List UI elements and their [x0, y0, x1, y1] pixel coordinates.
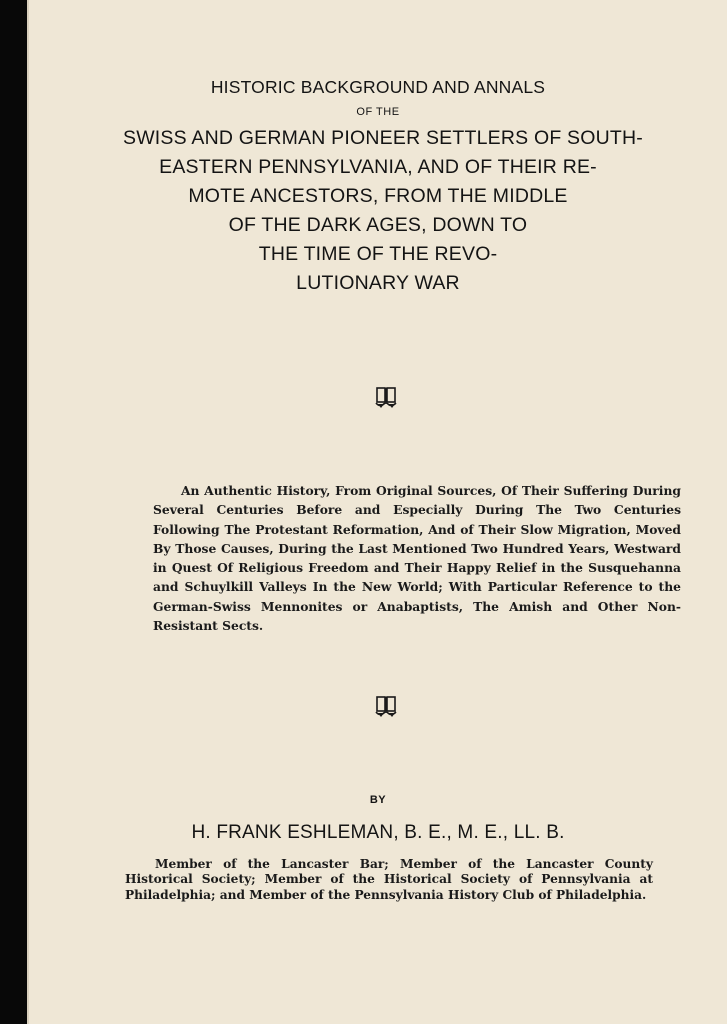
title-line-7: THE TIME OF THE REVO-: [258, 243, 498, 265]
book-description: An Authentic History, From Original Sources, Of Their Suffering During Several Centuries Before and Especially During The Two Centuries Following The Protestant Reformation, And of Their Slow Migration, Moved By Those Causes, During the Last Mentioned Two Hundred Years, Westward in Quest Of Religious Freedom and Their Happy Relief in the Susquehanna and Schuylkill Valleys In the New World; With Particular Reference to the German-Swiss Mennonites or Anabaptists, The Amish and Other Non-Resistant Sects.: [153, 483, 681, 634]
by-label: BY: [369, 794, 387, 806]
title-line-4: EASTERN PENNSYLVANIA, AND OF THEIR RE-: [159, 156, 597, 178]
book-title: [29, 74, 727, 298]
title-line-8: LUTIONARY WAR: [296, 272, 460, 294]
author-credentials: Member of the Lancaster Bar; Member of the Lancaster County Historical Society; Member of the Historical Society of Pennsylvania at Philadelphia; and Member of the Pennsylvania History Club of Philadelphia.: [125, 857, 653, 902]
title-line-5: MOTE ANCESTORS, FROM THE MIDDLE: [188, 185, 568, 207]
book-ornament-icon: [372, 694, 402, 720]
title-page: [29, 0, 727, 1024]
author-name: H. FRANK ESHLEMAN, B. E., M. E., LL. B.: [191, 822, 565, 843]
title-line-2: OF THE: [356, 106, 400, 118]
title-line-1: HISTORIC BACKGROUND AND ANNALS: [210, 77, 546, 97]
title-line-3: SWISS AND GERMAN PIONEER SETTLERS OF SOUTH-: [123, 127, 643, 149]
book-binding-edge: [0, 0, 27, 1024]
book-ornament-icon: [372, 385, 402, 411]
title-line-6: OF THE DARK AGES, DOWN TO: [228, 214, 528, 236]
